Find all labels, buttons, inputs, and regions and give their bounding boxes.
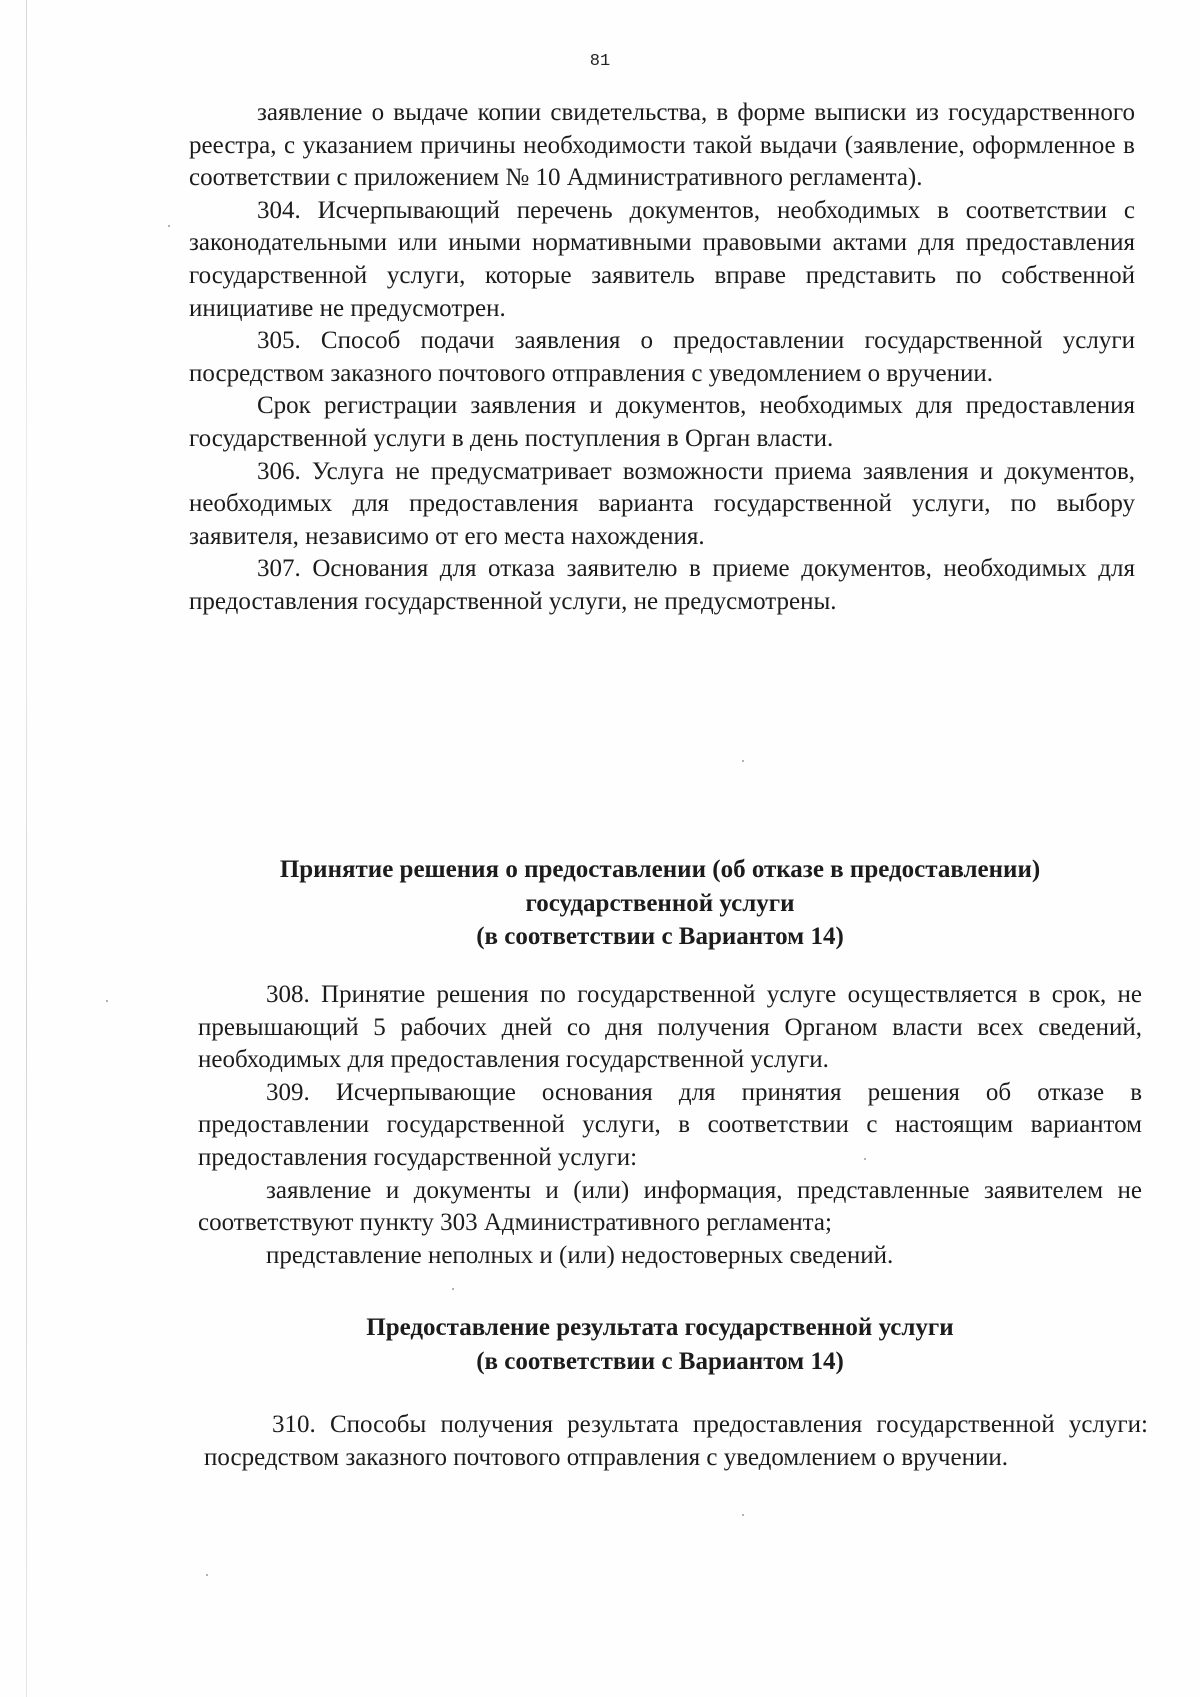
- scan-edge-line: [26, 0, 27, 1697]
- paragraph-308: 308. Принятие решения по государственной услуге осуществляется в срок, не превышающий 5 рабочих дней со дня получения Органом власти всех сведений, необходимых для предоставления государственной услуги.: [198, 981, 1142, 1074]
- paragraph-refusal-ground-2: представление неполных и (или) недостоверных сведений.: [266, 1241, 894, 1269]
- paragraph-306: 306. Услуга не предусматривает возможности приема заявления и документов, необходимых для предоставления варианта государственной услуги, по выбору заявителя, независимо от его места нахождения.: [189, 457, 1135, 550]
- scan-speck: [206, 1574, 208, 1576]
- paragraph-registration-term: Срок регистрации заявления и документов, необходимых для предоставления государственной услуги в день поступления в Орган власти.: [189, 392, 1135, 452]
- scan-speck: [452, 1288, 454, 1290]
- paragraph-refusal-ground-1: заявление и документы и (или) информация, представленные заявителем не соответствуют пункту 303 Административного регламента;: [198, 1176, 1142, 1237]
- paragraph-309: 309. Исчерпывающие основания для принятия решения об отказе в предоставлении государственной услуги, в соответствии с настоящим вариантом предоставления государственной услуги:: [198, 1078, 1142, 1171]
- page-number: 81: [589, 52, 611, 71]
- scan-speck: [168, 225, 170, 227]
- paragraph-305: 305. Способ подачи заявления о предоставлении государственной услуги посредством заказного почтового отправления с уведомлением о вручении.: [189, 327, 1135, 387]
- scan-speck: [106, 1000, 108, 1002]
- scan-speck: [864, 1158, 866, 1160]
- text-block-1: [189, 97, 1135, 619]
- paragraph-310: 310. Способы получения результата предоставления государственной услуги: посредством заказного почтового отправления с уведомлением о вручении.: [204, 1411, 1148, 1471]
- heading-line: государственной услуги: [525, 889, 795, 917]
- paragraph-304: 304. Исчерпывающий перечень документов, необходимых в соответствии с законодательными или иными нормативными правовыми актами для предоставления государственной услуги, которые заявитель вправе представить по собственной инициативе не предусмотрен.: [189, 196, 1135, 322]
- heading-line: (в соответствии с Вариантом 14): [476, 1347, 844, 1375]
- heading-line: Принятие решения о предоставлении (об отказе в предоставлении): [279, 856, 1041, 883]
- paragraph-307: 307. Основания для отказа заявителю в приеме документов, необходимых для предоставления государственной услуги, не предусмотрены.: [189, 555, 1135, 615]
- heading-line: Предоставление результата государственной услуги: [366, 1314, 954, 1341]
- heading-line: (в соответствии с Вариантом 14): [476, 923, 844, 950]
- text-block-2: [198, 979, 1142, 1272]
- paragraph-continuation: заявление о выдаче копии свидетельства, в форме выписки из государственного реестра, с указанием причины необходимости такой выдачи (заявление, оформленное в соответствии с приложением № 10 Административного регламента).: [189, 99, 1135, 192]
- text-block-3: [204, 1409, 1148, 1474]
- section-heading-result: [150, 1311, 1170, 1378]
- section-heading-decision: [150, 853, 1170, 954]
- scan-speck: [742, 760, 744, 762]
- scan-speck: [742, 1514, 744, 1516]
